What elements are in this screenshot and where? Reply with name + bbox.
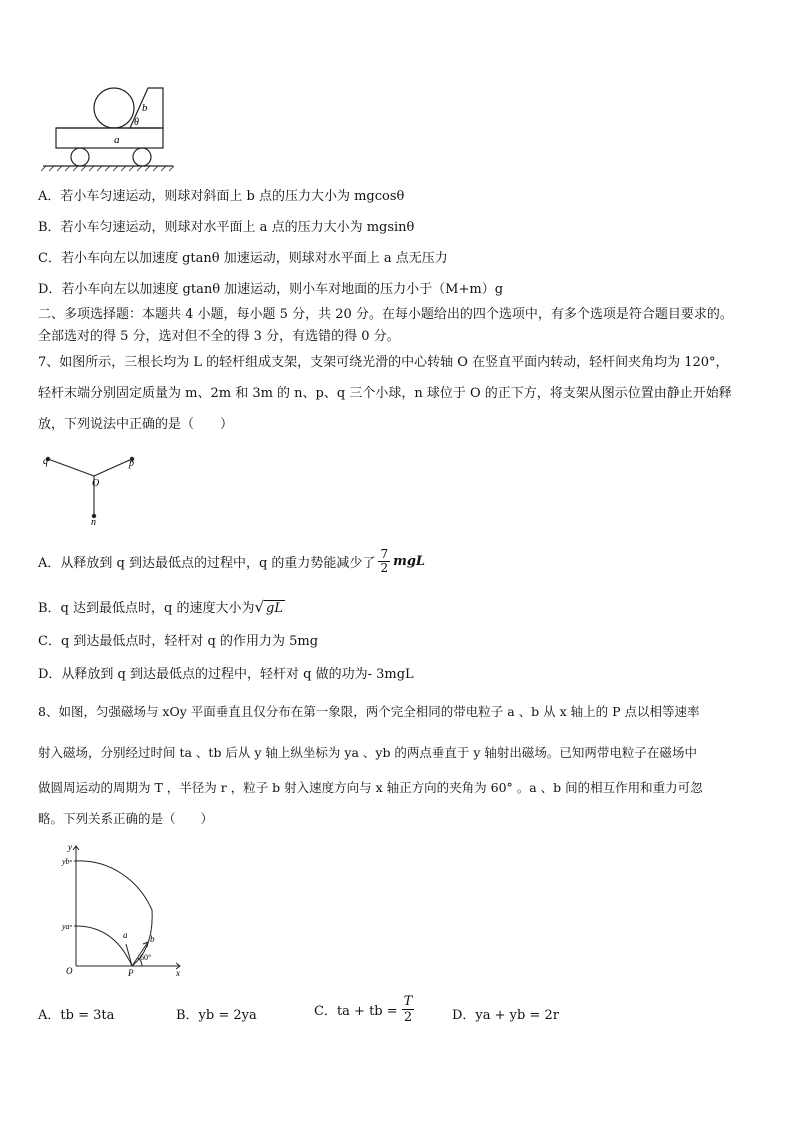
q7-option-a-unit: mgL bbox=[393, 554, 426, 569]
ball bbox=[94, 88, 134, 128]
section2-line1: 二、多项选择题：本题共 4 小题，每小题 5 分，共 20 分。在每小题给出的四个选项中，有多个选项是符合题目要求的。 bbox=[38, 307, 733, 322]
label-y-axis: y bbox=[68, 842, 72, 852]
q7-option-b: B．q 达到最低点时，q 的速度大小为√ gL bbox=[38, 598, 283, 616]
sqrt-sign: √ bbox=[254, 598, 265, 616]
q8-line4: 略。下列关系正确的是（ ） bbox=[38, 811, 214, 826]
label-b-particle: b bbox=[150, 934, 155, 944]
q8-option-d: D．ya + yb = 2r bbox=[452, 1008, 559, 1023]
label-q: q bbox=[43, 456, 48, 467]
label-n: n bbox=[91, 517, 96, 528]
label-ya: ya bbox=[62, 922, 70, 931]
q8-line2: 射入磁场，分别经过时间 ta 、tb 后从 y 轴上纵坐标为 ya 、yb 的两点垂直于 y 轴射出磁场。已知两带电粒子在磁场中 bbox=[38, 745, 697, 760]
q7-option-a-text: A．从释放到 q 到达最低点的过程中，q 的重力势能减少了 bbox=[38, 556, 376, 571]
label-a: a bbox=[114, 134, 120, 146]
q7-option-d: D．从释放到 q 到达最低点的过程中，轻杆对 q 做的功为- 3mgL bbox=[38, 667, 414, 682]
q6-option-a: A．若小车匀速运动，则球对斜面上 b 点的压力大小为 mgcosθ bbox=[38, 189, 405, 204]
sqrt-radicand: gL bbox=[266, 601, 283, 616]
label-a-particle: a bbox=[123, 930, 128, 940]
q8-line3: 做圆周运动的周期为 T ，半径为 r ，粒子 b 射入速度方向与 x 轴正方向的夹角为 60° 。a 、b 间的相互作用和重力可忽 bbox=[38, 780, 703, 795]
q8-line1: 8、如图，匀强磁场与 xOy 平面垂直且仅分布在第一象限，两个完全相同的带电粒子 a 、b 从 x 轴上的 P 点以相等速率 bbox=[38, 704, 700, 719]
q7-line2: 轻杆末端分别固定质量为 m、2m 和 3m 的 n、p、q 三个小球，n 球位于 O 的正下方，将支架从图示位置由静止开始释 bbox=[38, 386, 732, 401]
cart-ball-figure bbox=[38, 80, 178, 172]
magnetic-field-figure bbox=[52, 838, 192, 978]
q7-option-c: C．q 到达最低点时，轻杆对 q 的作用力为 5mg bbox=[38, 634, 319, 649]
q7-option-a bbox=[38, 548, 425, 575]
label-P: P bbox=[128, 968, 134, 978]
label-x-axis: x bbox=[176, 968, 180, 978]
label-60-degrees: 60° bbox=[140, 953, 152, 962]
q7-line1: 7、如图所示，三根长均为 L 的轻杆组成支架，支架可绕光滑的中心转轴 O 在竖直平面内转动，轻杆间夹角均为 120°， bbox=[38, 355, 729, 370]
fraction-7-2: 7 2 bbox=[380, 547, 389, 575]
q6-option-d: D．若小车向左以加速度 gtanθ 加速运动，则小车对地面的压力小于（M+m）g bbox=[38, 282, 504, 297]
q7-line3: 放，下列说法中正确的是（ ） bbox=[38, 417, 234, 432]
q8-option-c: C．ta + tb = $\frac{T}{2}$ bbox=[314, 994, 413, 1025]
label-p: p bbox=[129, 458, 134, 469]
fraction-T-2: $\frac{T}{2}$ bbox=[403, 994, 413, 1025]
q6-option-b: B．若小车匀速运动，则球对水平面上 a 点的压力大小为 mgsinθ bbox=[38, 220, 415, 235]
tripod-figure bbox=[38, 448, 148, 530]
label-b: b bbox=[142, 102, 148, 114]
q8-option-a: A．tb = 3ta bbox=[38, 1008, 115, 1023]
section2-line2: 全部选对的得 5 分，选对但不全的得 3 分，有选错的得 0 分。 bbox=[38, 329, 400, 344]
label-O: O bbox=[92, 478, 100, 489]
q6-option-c: C．若小车向左以加速度 gtanθ 加速运动，则球对水平面上 a 点无压力 bbox=[38, 251, 448, 266]
label-theta: θ bbox=[134, 117, 139, 128]
label-origin: O bbox=[66, 966, 73, 976]
label-yb: yb bbox=[62, 857, 70, 866]
q8-option-b: B．yb = 2ya bbox=[176, 1008, 257, 1023]
